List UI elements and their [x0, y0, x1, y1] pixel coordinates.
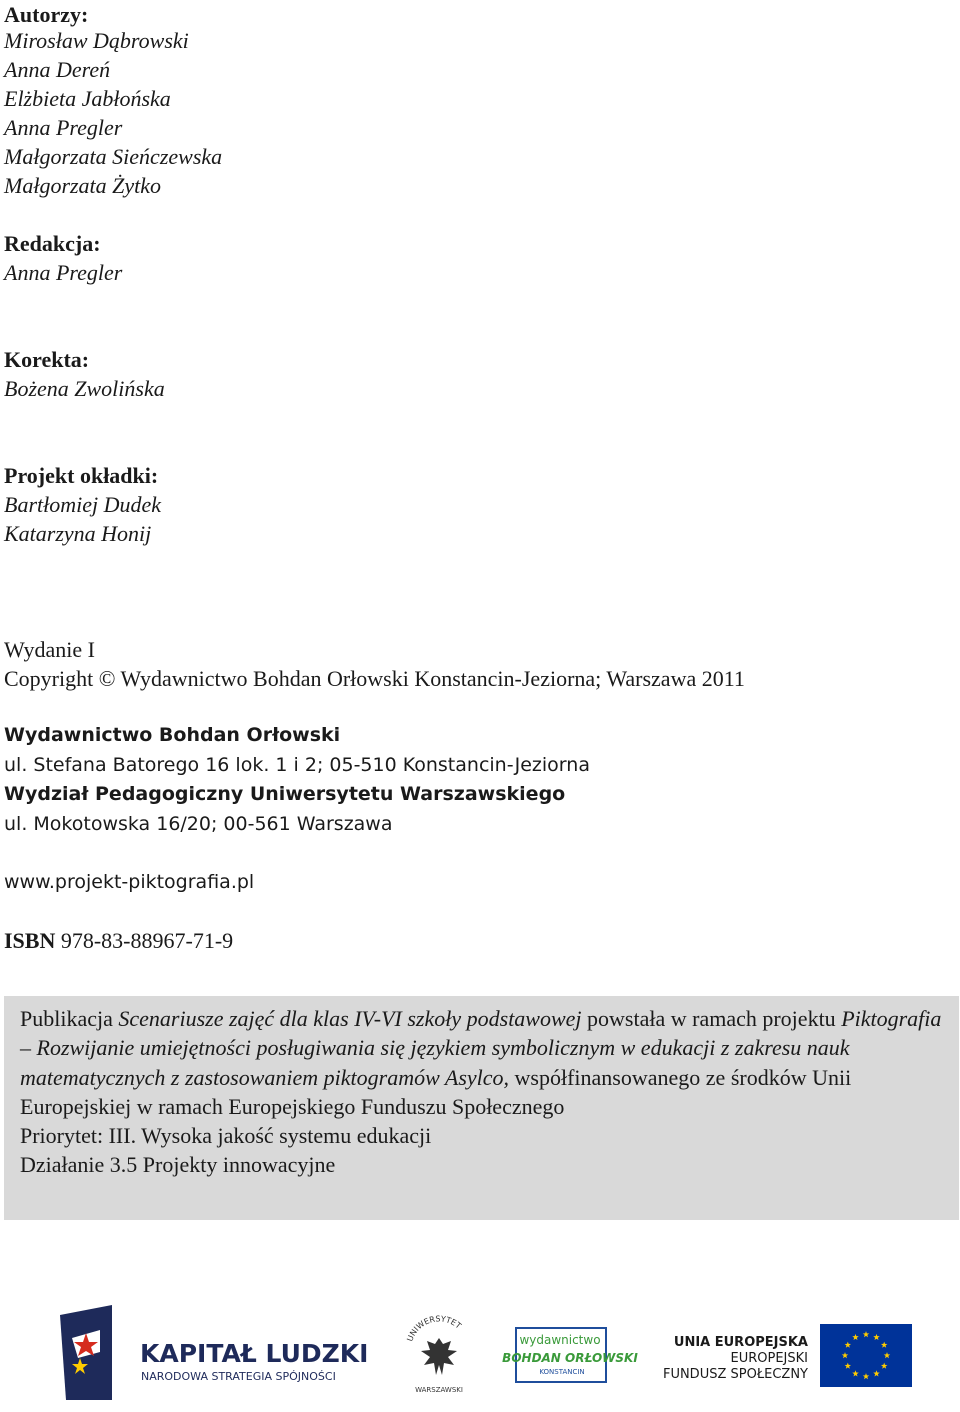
author-name: Anna Dereń	[4, 57, 111, 82]
note-text: powstała w ramach	[581, 1006, 757, 1031]
eu-logo	[663, 1324, 912, 1387]
kl-title: KAPITAŁ LUDZKI	[140, 1339, 369, 1368]
project-title: Piktografia – Rozwijanie umiejętności posługiwania się językiem symbolicznym w edukacji z zakresu nauk matematycznych z zastosowaniem piktogramów Asylco,	[20, 1006, 942, 1090]
note-text: współfinansowanego ze środków Unii Europejskiej w ramach Europejskiego Funduszu Społecznego	[20, 1064, 852, 1119]
publication-title: Scenariusze zajęć dla klas IV-VI szkoły podstawowej	[118, 1006, 582, 1031]
logos-strip	[0, 1300, 960, 1410]
priority-line: Priorytet: III. Wysoka jakość systemu edukacji	[20, 1123, 432, 1149]
edition-line: Wydanie I	[4, 637, 95, 662]
kapital-ludzki-logo	[60, 1305, 368, 1400]
faculty-address: ul. Mokotowska 16/20; 00-561 Warszawa	[4, 813, 393, 835]
eu-line2: EUROPEJSKI	[730, 1351, 808, 1366]
isbn-value: 978-83-88967-71-9	[60, 928, 234, 953]
kl-subtitle: NARODOWA STRATEGIA SPÓJNOŚCI	[141, 1370, 336, 1383]
author-name: Anna Pregler	[4, 115, 123, 140]
isbn-label: ISBN	[4, 928, 56, 953]
copyright-line: Copyright © Wydawnictwo Bohdan Orłowski Konstancin-Jeziorna; Warszawa 2011	[4, 666, 745, 691]
author-name: Małgorzata Żytko	[4, 173, 162, 198]
note-text: Publikacja	[20, 1006, 119, 1031]
uw-top-text: UNIWERSYTET	[405, 1314, 463, 1343]
uw-bottom-text: WARSZAWSKI	[415, 1386, 463, 1394]
cover-designer-name: Bartłomiej Dudek	[4, 492, 162, 517]
note-text: projektu	[762, 1006, 842, 1031]
eagle-icon	[421, 1338, 457, 1375]
author-name: Elżbieta Jabłońska	[4, 86, 171, 111]
publisher-name: Wydawnictwo Bohdan Orłowski	[4, 724, 341, 746]
wbo-logo	[502, 1328, 638, 1382]
author-name: Małgorzata Sieńczewska	[4, 144, 223, 169]
action-line: Działanie 3.5 Projekty innowacyjne	[20, 1152, 336, 1178]
isbn-line	[4, 926, 233, 955]
cover-label: Projekt okładki:	[4, 463, 159, 488]
wbo-top-text: wydawnictwo	[519, 1333, 601, 1347]
faculty-name: Wydział Pedagogiczny Uniwersytetu Warszawskiego	[4, 783, 566, 805]
university-warsaw-logo	[405, 1314, 466, 1394]
editor-name: Anna Pregler	[4, 260, 123, 285]
funding-note-text	[20, 1004, 945, 1121]
publisher-address: ul. Stefana Batorego 16 lok. 1 i 2; 05-510 Konstancin-Jeziorna	[4, 754, 590, 776]
wbo-name-text: BOHDAN ORŁOWSKI	[502, 1351, 638, 1365]
proofreader-name: Bożena Zwolińska	[4, 376, 165, 401]
eu-line3: FUNDUSZ SPOŁECZNY	[662, 1367, 808, 1382]
authors-label: Autorzy:	[4, 2, 89, 27]
proofreading-label: Korekta:	[4, 347, 90, 372]
website-link[interactable]: www.projekt-piktografia.pl	[4, 871, 255, 893]
funding-note-box	[4, 996, 959, 1220]
editing-label: Redakcja:	[4, 231, 101, 256]
author-name: Mirosław Dąbrowski	[4, 28, 189, 53]
eu-line1: UNIA EUROPEJSKA	[673, 1335, 808, 1350]
wbo-city-text: KONSTANCIN	[539, 1368, 585, 1376]
cover-designer-name: Katarzyna Honij	[4, 521, 152, 546]
